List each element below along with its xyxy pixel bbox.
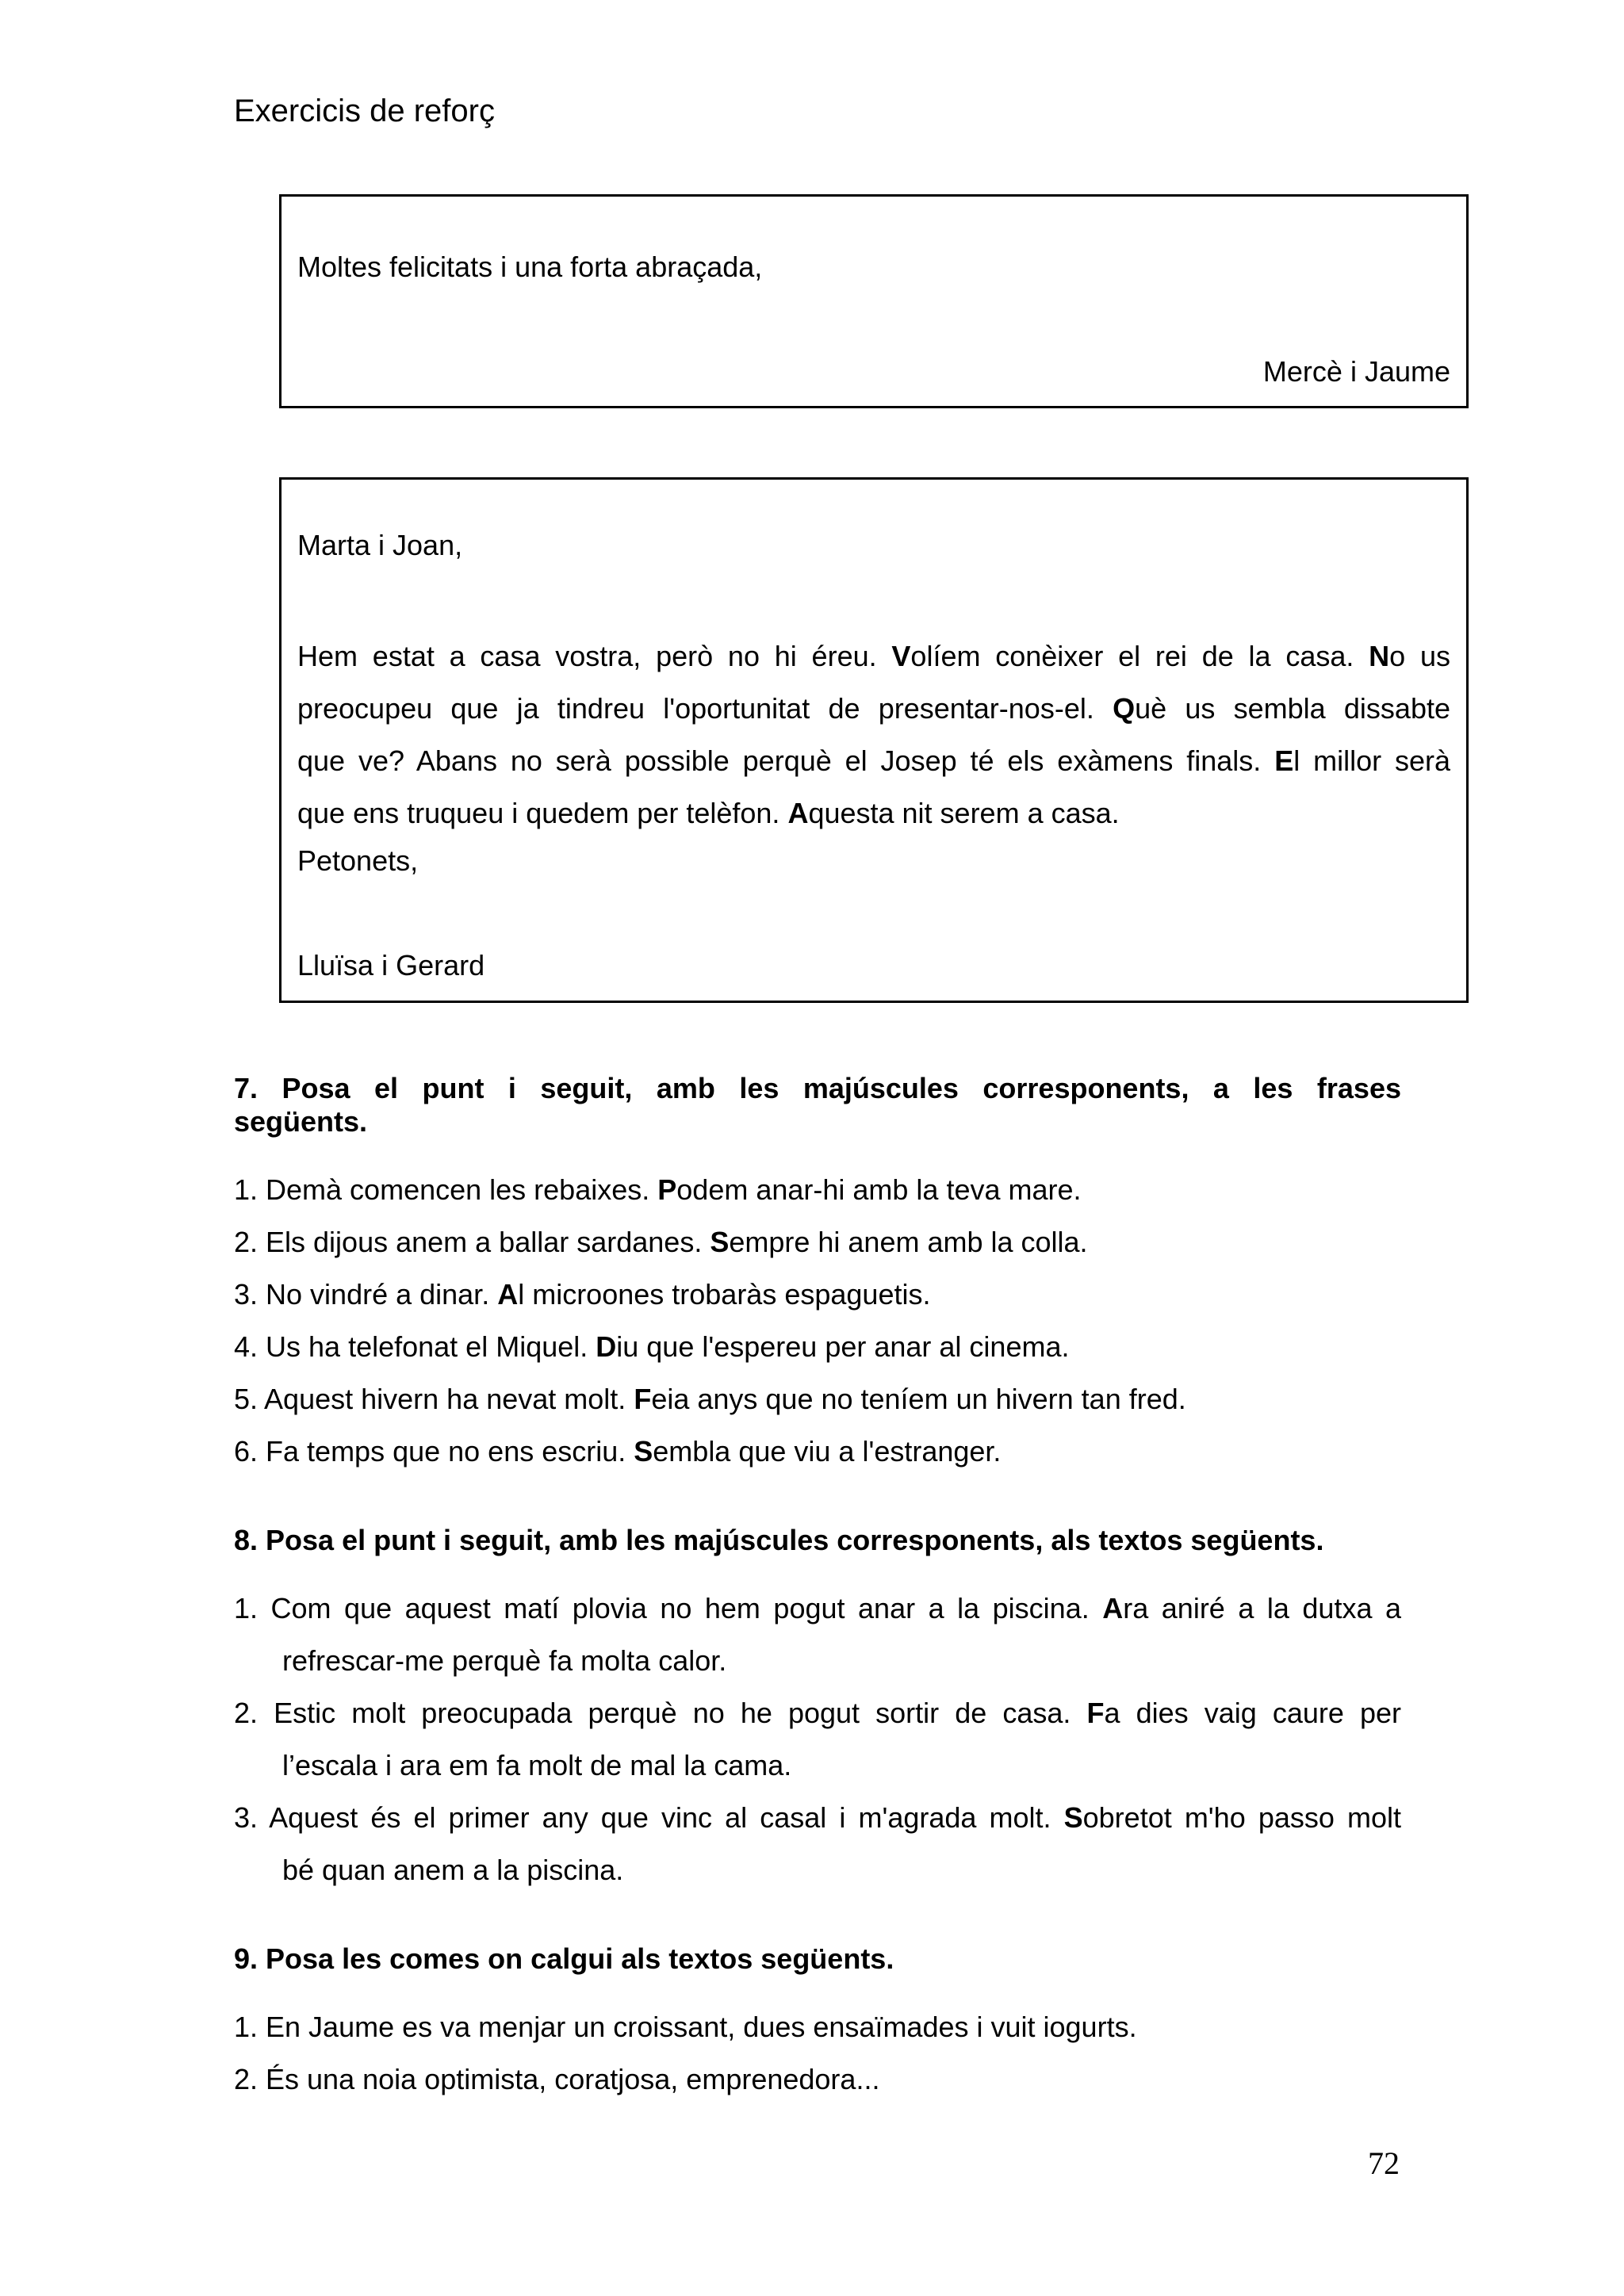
exercise-7-title-line2: següents. — [234, 1105, 368, 1138]
page-number: 72 — [1368, 2145, 1400, 2181]
box2-greeting: Marta i Joan, — [297, 529, 463, 561]
box1-signature: Mercè i Jaume — [1262, 355, 1450, 388]
exercise-8-item-continuation: l’escala i ara em fa molt de mal la cama. — [282, 1749, 792, 1781]
exercise-8-item-continuation: bé quan anem a la piscina. — [282, 1854, 624, 1886]
letter-box-note — [279, 477, 1469, 1003]
exercise-7-item: 1. Demà comencen les rebaixes. Podem anar-hi amb la teva mare. — [234, 1173, 1082, 1206]
box2-closing: Petonets, — [297, 844, 419, 877]
exercise-8-title: 8. Posa el punt i seguit, amb les majúscules corresponents, als textos següents. — [234, 1524, 1324, 1556]
box2-signature: Lluïsa i Gerard — [297, 949, 485, 982]
paragraph-line: Hem estat a casa vostra, però no hi éreu. Volíem conèixer el rei de la casa. No us — [297, 640, 1451, 672]
exercise-7-item: 5. Aquest hivern ha nevat molt. Feia anys que no teníem un hivern tan fred. — [234, 1383, 1186, 1415]
box2-paragraph — [297, 630, 1450, 840]
page-header: Exercicis de reforç — [234, 94, 495, 128]
exercise-7-item: 2. Els dijous anem a ballar sardanes. Sempre hi anem amb la colla. — [234, 1226, 1088, 1258]
exercise-8-item: 2. Estic molt preocupada perquè no he pogut sortir de casa. Fa dies vaig caure per — [234, 1697, 1401, 1729]
exercise-7-item: 6. Fa temps que no ens escriu. Sembla que viu a l'estranger. — [234, 1435, 1002, 1468]
exercise-8-item: 1. Com que aquest matí plovia no hem pogut anar a la piscina. Ara aniré a la dutxa a — [234, 1592, 1402, 1624]
box1-line: Moltes felicitats i una forta abraçada, — [297, 251, 763, 283]
exercise-7-item: 3. No vindré a dinar. Al microones trobaràs espaguetis. — [234, 1278, 931, 1311]
exercise-8-item-continuation: refrescar-me perquè fa molta calor. — [282, 1644, 727, 1677]
exercise-8-item: 3. Aquest és el primer any que vinc al casal i m'agrada molt. Sobretot m'ho passo molt — [234, 1801, 1401, 1834]
paragraph-line: preocupeu que ja tindreu l'oportunitat de presentar-nos-el. Què us sembla dissabte — [297, 692, 1450, 725]
exercise-7-title-line1: 7. Posa el punt i seguit, amb les majúscules corresponents, a les frases — [234, 1072, 1401, 1104]
exercise-7-item: 4. Us ha telefonat el Miquel. Diu que l'espereu per anar al cinema. — [234, 1330, 1070, 1363]
letter-box-congratulations — [279, 194, 1469, 408]
paragraph-line: que ens truqueu i quedem per telèfon. Aquesta nit serem a casa. — [297, 797, 1120, 829]
exercise-9-item: 2. És una noia optimista, coratjosa, emprenedora... — [234, 2063, 880, 2095]
paragraph-line: que ve? Abans no serà possible perquè el Josep té els exàmens finals. El millor serà — [297, 744, 1451, 777]
exercise-9-item: 1. En Jaume es va menjar un croissant, dues ensaïmades i vuit iogurts. — [234, 2011, 1137, 2043]
exercise-9-title: 9. Posa les comes on calgui als textos següents. — [234, 1942, 894, 1975]
